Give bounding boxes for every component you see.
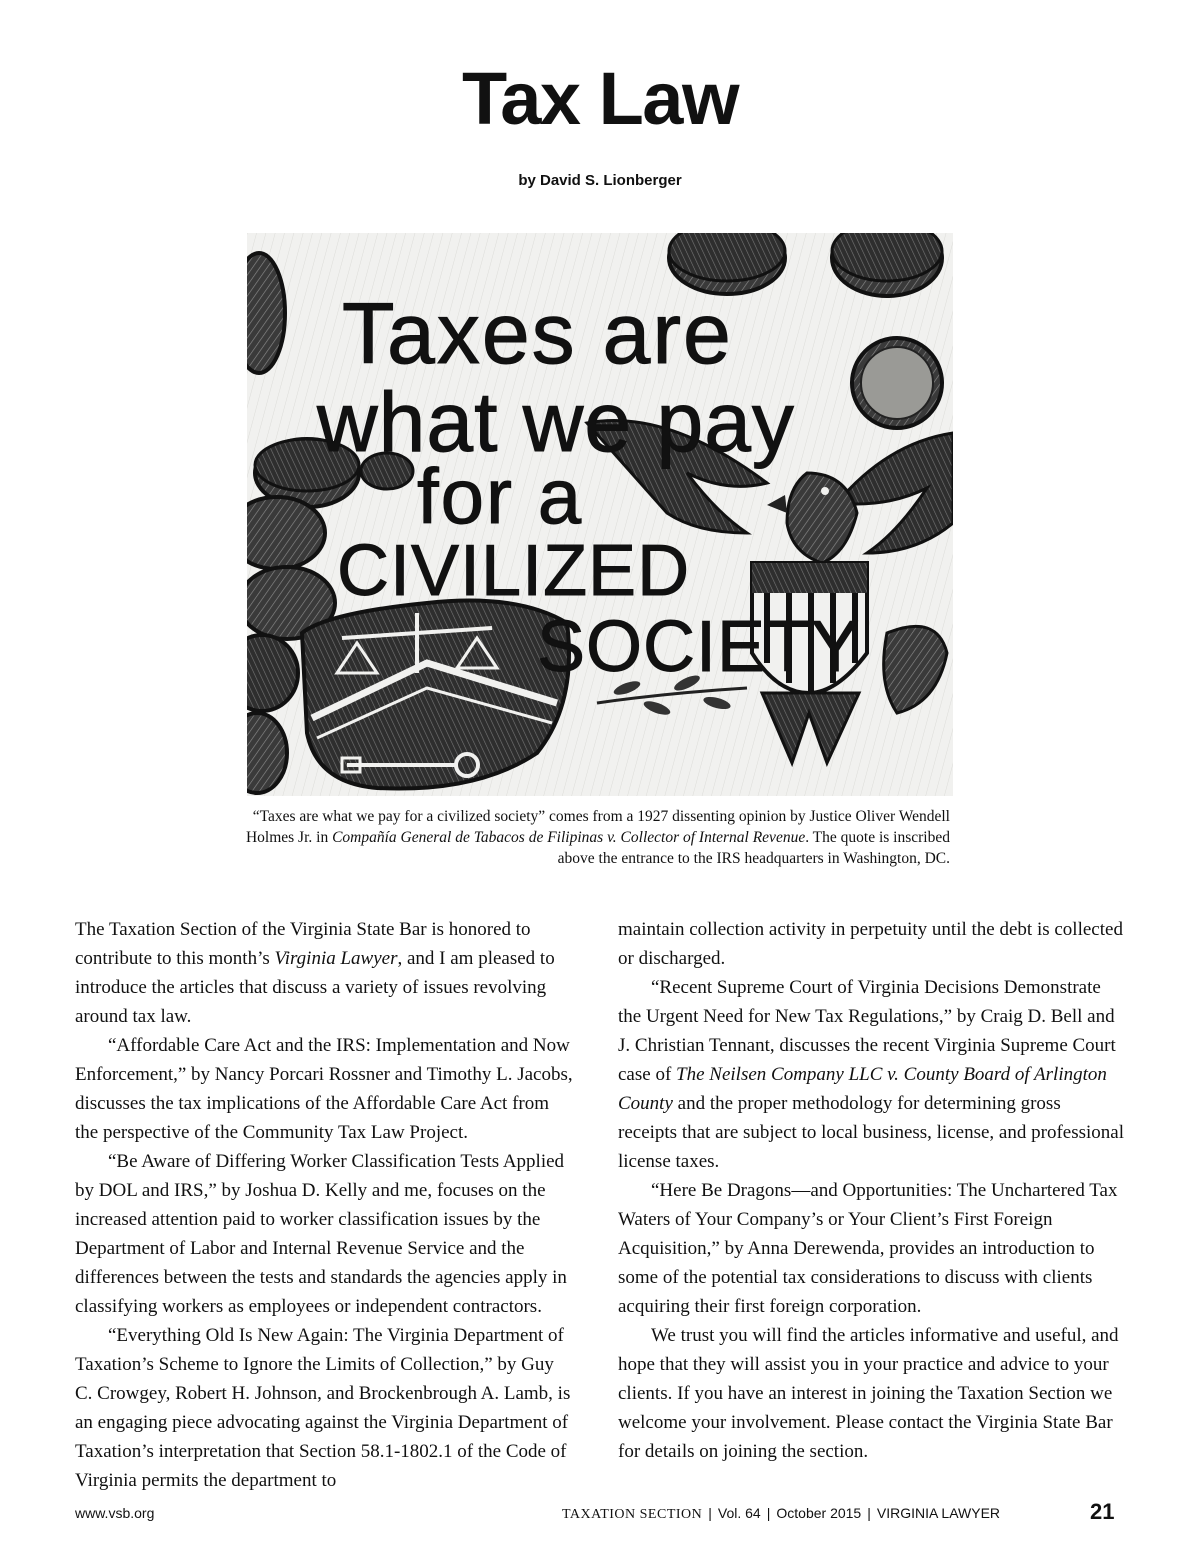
paragraph-affordable-care: “Affordable Care Act and the IRS: Implementation and Now Enforcement,” by Nancy Porcari Rossner and Timothy L. Jacobs, discusses the tax implications of the Affordable Care Act from the perspective of the Community Tax Law Project. [75,1035,573,1143]
paragraph-intro [75,915,575,1031]
caption-text-1: “Taxes are what we pay for a civilized society” comes from a 1927 dissenting opinion by Justice Oliver Wendell Holmes Jr. in [245,808,950,846]
artwork-line-3: for a [417,452,584,540]
scales-and-key-shield [302,601,569,789]
footer-issue: October 2015 [776,1505,862,1521]
publication-name: Virginia Lawyer [274,948,398,969]
byline: by David S. Lionberger [518,172,682,189]
paragraph-everything-old: “Everything Old Is New Again: The Virginia Department of Taxation’s Scheme to Ignore the Limits of Collection,” by Guy C. Crowgey, Robert H. Johnson, and Brockenbrough A. Lamb, is an engaging piece advocating against the Virginia Department of Taxation’s interpretation that Section 58.1-1802.1 of the Code of Virginia permits the department to [75,1325,571,1491]
footer-section: TAXATION SECTION [562,1507,703,1522]
figure-caption [232,806,950,869]
footer-running-head [562,1505,1000,1523]
paragraph-closing: We trust you will find the articles informative and useful, and hope that they will assist you in your practice and advice to your clients. If you have an interest in joining the Taxation Section we welcome your involvement. Please contact the Virginia State Bar for details on joining the section. [618,1325,1119,1462]
footer-separator: | [867,1505,871,1521]
artwork-line-5: SOCIETY [537,607,861,687]
artwork-line-4: CIVILIZED [337,531,691,611]
woodcut-illustration [247,233,953,796]
paragraph-supreme-court [618,973,1124,1176]
footer-separator: | [708,1505,712,1521]
caption-text-2: . The quote is inscribed above the entrance to the IRS headquarters in Washington, DC. [557,829,950,867]
intro-text-a: The Taxation Section of the Virginia State Bar is honored to contribute to this month’s [75,919,531,969]
supreme-court-text-a: “Recent Supreme Court of Virginia Decisions Demonstrate the Urgent Need for New Tax Regulations,” by Craig D. Bell and J. Christian Tennant, discusses the recent Virginia Supreme Court case of [618,977,1116,1085]
case-name-neilsen: The Neilsen Company LLC v. County Board of Arlington County [618,1064,1107,1114]
paragraph-continuation: maintain collection activity in perpetuity until the debt is collected or discharged. [618,919,1123,969]
body-column-right [618,915,1124,1466]
footer-volume: Vol. 64 [717,1505,761,1521]
paragraph-here-be-dragons: “Here Be Dragons—and Opportunities: The Unchartered Tax Waters of Your Company’s or Your Client’s First Foreign Acquisition,” by Anna Derewenda, provides an introduction to some of the potential tax considerations to discuss with clients acquiring their first foreign corporation. [618,1180,1118,1317]
paragraph-worker-classification: “Be Aware of Differing Worker Classification Tests Applied by DOL and IRS,” by Joshua D. Kelly and me, focuses on the increased attention paid to worker classification issues by the Department of Labor and Internal Revenue Service and the differences between the tests and standards the agencies apply in classifying workers as employees or independent contractors. [75,1151,567,1317]
artwork-line-1: Taxes are [342,286,733,382]
body-column-left [75,915,575,1495]
artwork-line-2: what we pay [317,375,795,469]
supreme-court-text-b: and the proper methodology for determining gross receipts that are subject to local business, license, and professional license taxes. [618,1093,1124,1172]
caption-case-name: Compañía General de Tabacos de Filipinas v. Collector of Internal Revenue [332,829,806,846]
footer-publication: VIRGINIA LAWYER [876,1505,1001,1521]
footer-separator: | [766,1505,771,1521]
page-number: 21 [1090,1499,1115,1524]
article-title: Tax Law [462,57,738,140]
footer-website: www.vsb.org [75,1505,155,1521]
intro-text-b: , and I am pleased to introduce the articles that discuss a variety of issues revolving around tax law. [75,948,555,1027]
